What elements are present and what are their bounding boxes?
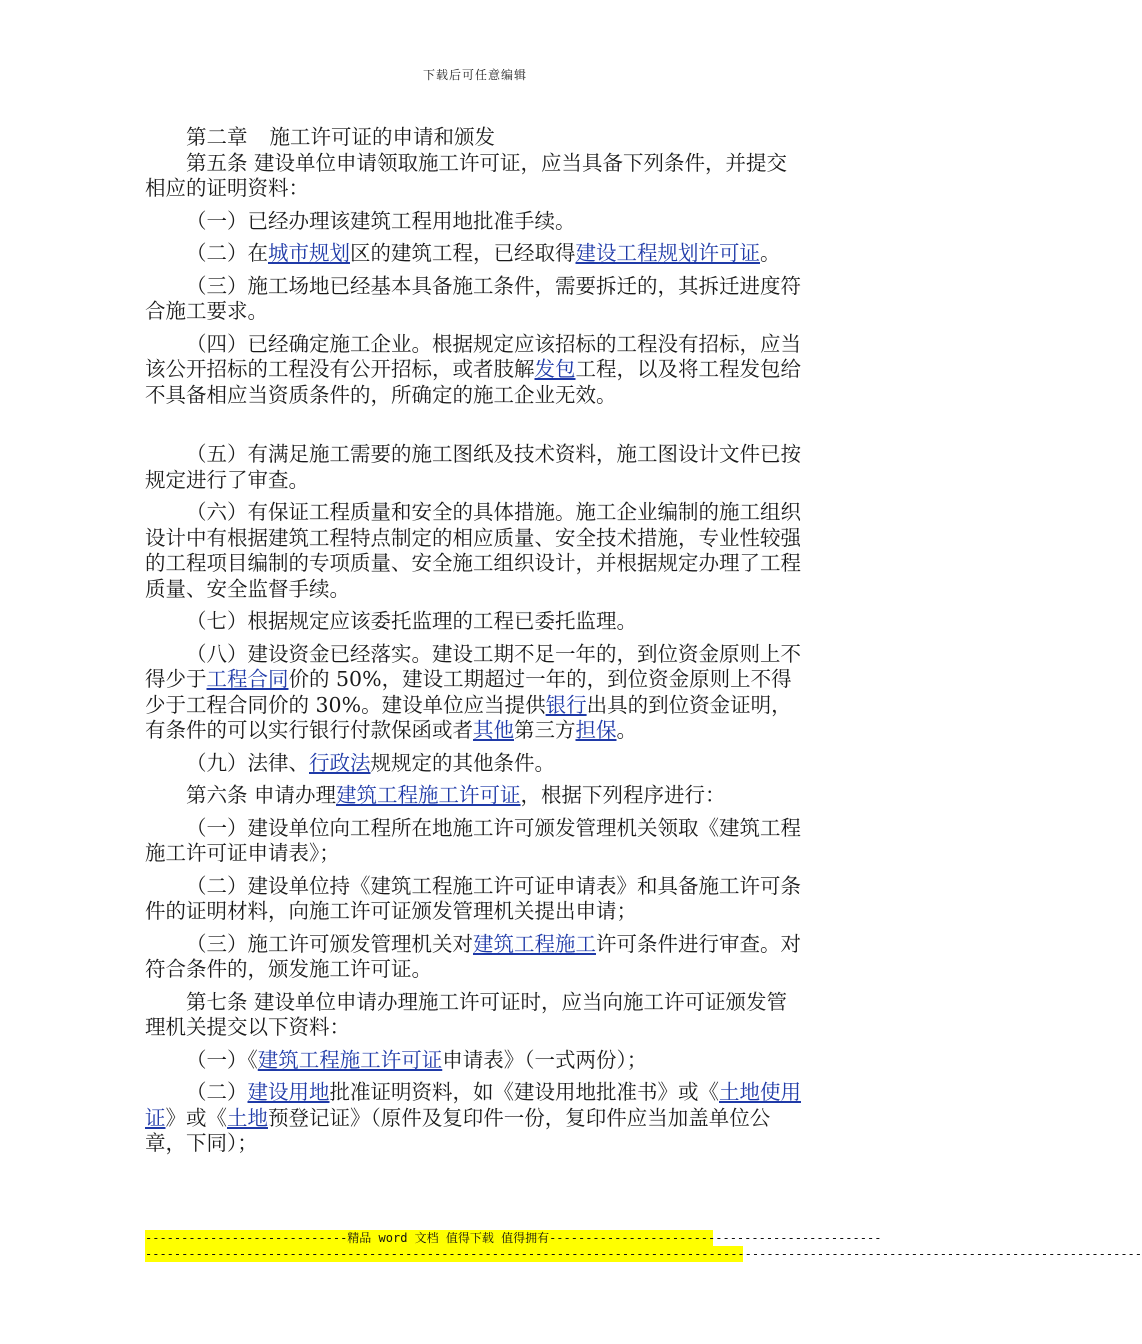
article-text: ，根据下列程序进行： xyxy=(520,783,726,807)
article-label: 第五条 xyxy=(186,150,248,175)
clause-text: 区的建筑工程，已经取得 xyxy=(350,241,576,265)
link-bank[interactable]: 银行 xyxy=(545,692,587,717)
clause-5-6: （六）有保证工程质量和安全的具体措施。施工企业编制的施工组织设计中有根据建筑工程特点制定的相应质量、安全技术措施，专业性较强的工程项目编制的专项质量、安全施工组织设计，并根据规定办理了工程质量、安全监督手续。 xyxy=(145,500,801,601)
article-label: 第六条 xyxy=(186,783,248,807)
link-city-planning[interactable]: 城市规划 xyxy=(268,241,350,265)
clause-text: 。 xyxy=(616,718,637,742)
clause-text: 申请表》（一式两份）； xyxy=(442,1047,648,1072)
clause-text: （四）已经确定施工企业。根据规定应该招标的工程没有招标，应当该公开招标的工程没有公开招标，或者肢解 xyxy=(145,331,801,381)
link-administrative-law[interactable]: 行政法 xyxy=(309,750,371,775)
clause-6-2: （二）建设单位持《建筑工程施工许可证申请表》和具备施工许可条件的证明材料，向施工许可证颁发管理机关提出申请； xyxy=(145,873,801,923)
page-footer xyxy=(145,1230,1142,1262)
clause-text: （八）建设资金已经落实。建设工期不足一年的，到位资金原则上不得少于 xyxy=(145,641,801,691)
article-text: 建设单位申请领取施工许可证，应当具备下列条件，并提交相应的证明资料： xyxy=(145,150,788,200)
chapter-title: 施工许可证的申请和颁发 xyxy=(269,125,495,149)
clause-5-3: （三）施工场地已经基本具备施工条件，需要拆迁的，其拆迁进度符合施工要求。 xyxy=(145,273,801,323)
clause-5-7: （七）根据规定应该委托监理的工程已委托监理。 xyxy=(186,609,637,633)
link-project-contract[interactable]: 工程合同 xyxy=(206,667,289,691)
clause-text: 第三方 xyxy=(514,718,576,742)
clause-6-3 xyxy=(145,932,805,983)
link-guarantee[interactable]: 担保 xyxy=(575,718,617,742)
link-construction-land[interactable]: 建设用地 xyxy=(247,1080,330,1104)
document-body xyxy=(145,125,805,1157)
article-5 xyxy=(145,151,805,202)
clause-5-1: （一）已经办理该建筑工程用地批准手续。 xyxy=(186,208,576,233)
link-construction-work[interactable]: 建筑工程施工 xyxy=(473,931,596,956)
clause-5-5: （五）有满足施工需要的施工图纸及技术资料，施工图设计文件已按规定进行了审查。 xyxy=(145,442,801,492)
clause-text: 工程，以及将工程发包给不具备相应当资质条件的，所确定的施工企业无效。 xyxy=(145,357,801,407)
clause-text: 出具的到位资金证明，有条件的可以实行银行付款保函或者 xyxy=(145,692,792,742)
clause-text: （二） xyxy=(186,1080,248,1104)
article-label: 第七条 xyxy=(186,989,248,1014)
clause-7-2 xyxy=(145,1080,805,1157)
clause-5-8 xyxy=(145,642,805,744)
clause-6-1: （一）建设单位向工程所在地施工许可颁发管理机关领取《建筑工程施工许可证申请表》； xyxy=(145,815,801,865)
link-other[interactable]: 其他 xyxy=(473,718,514,742)
clause-text: 价的 50%，建设工期超过一年的，到位资金原则上不得少于工程合同价的 30%。建设单位应当提供 xyxy=(145,667,792,717)
link-planning-permit[interactable]: 建设工程规划许可证 xyxy=(575,241,760,265)
footer-banner: ----------------------------精品 word 文档 值得下载 值得拥有---------------------------------------------- xyxy=(145,1231,882,1245)
link-contracting[interactable]: 发包 xyxy=(534,357,576,381)
link-construction-permit[interactable]: 建筑工程施工许可证 xyxy=(336,783,521,807)
link-land[interactable]: 土地 xyxy=(227,1105,268,1130)
clause-text: 规规定的其他条件。 xyxy=(370,750,555,775)
clause-text: （一）《 xyxy=(186,1047,258,1072)
article-7 xyxy=(145,990,805,1041)
article-text: 建设单位申请办理施工许可证时，应当向施工许可证颁发管理机关提交以下资料： xyxy=(145,989,788,1039)
clause-text: 。 xyxy=(760,241,781,265)
clause-text: （三）施工许可颁发管理机关对 xyxy=(186,931,473,956)
link-construction-permit-form[interactable]: 建筑工程施工许可证 xyxy=(257,1047,443,1072)
clause-5-9 xyxy=(145,751,805,777)
page-header: 下载后可任意编辑 xyxy=(422,68,527,82)
article-6 xyxy=(145,783,805,809)
clause-text: （二）在 xyxy=(186,241,268,265)
clause-text: （九）法律、 xyxy=(186,750,309,775)
clause-text: 预登记证》（原件及复印件一份，复印件应当加盖单位公章，下同）； xyxy=(145,1105,771,1155)
chapter-number: 第二章 xyxy=(186,125,248,149)
clause-text: 批准证明资料，如《建设用地批准书》或《 xyxy=(329,1080,719,1104)
clause-7-1 xyxy=(145,1048,805,1074)
chapter-heading xyxy=(145,125,805,151)
article-text: 申请办理 xyxy=(254,783,337,807)
clause-5-4 xyxy=(145,332,805,409)
link-land-use-certificate[interactable]: 土地使用证 xyxy=(145,1080,801,1130)
clause-text: 许可条件进行审查。对符合条件的，颁发施工许可证。 xyxy=(145,931,801,981)
clause-5-2 xyxy=(145,241,805,267)
clause-text: 》或《 xyxy=(165,1105,227,1130)
footer-divider: ------------------------------------------------------------------------------------------------------------------------------------------ xyxy=(145,1247,1142,1261)
